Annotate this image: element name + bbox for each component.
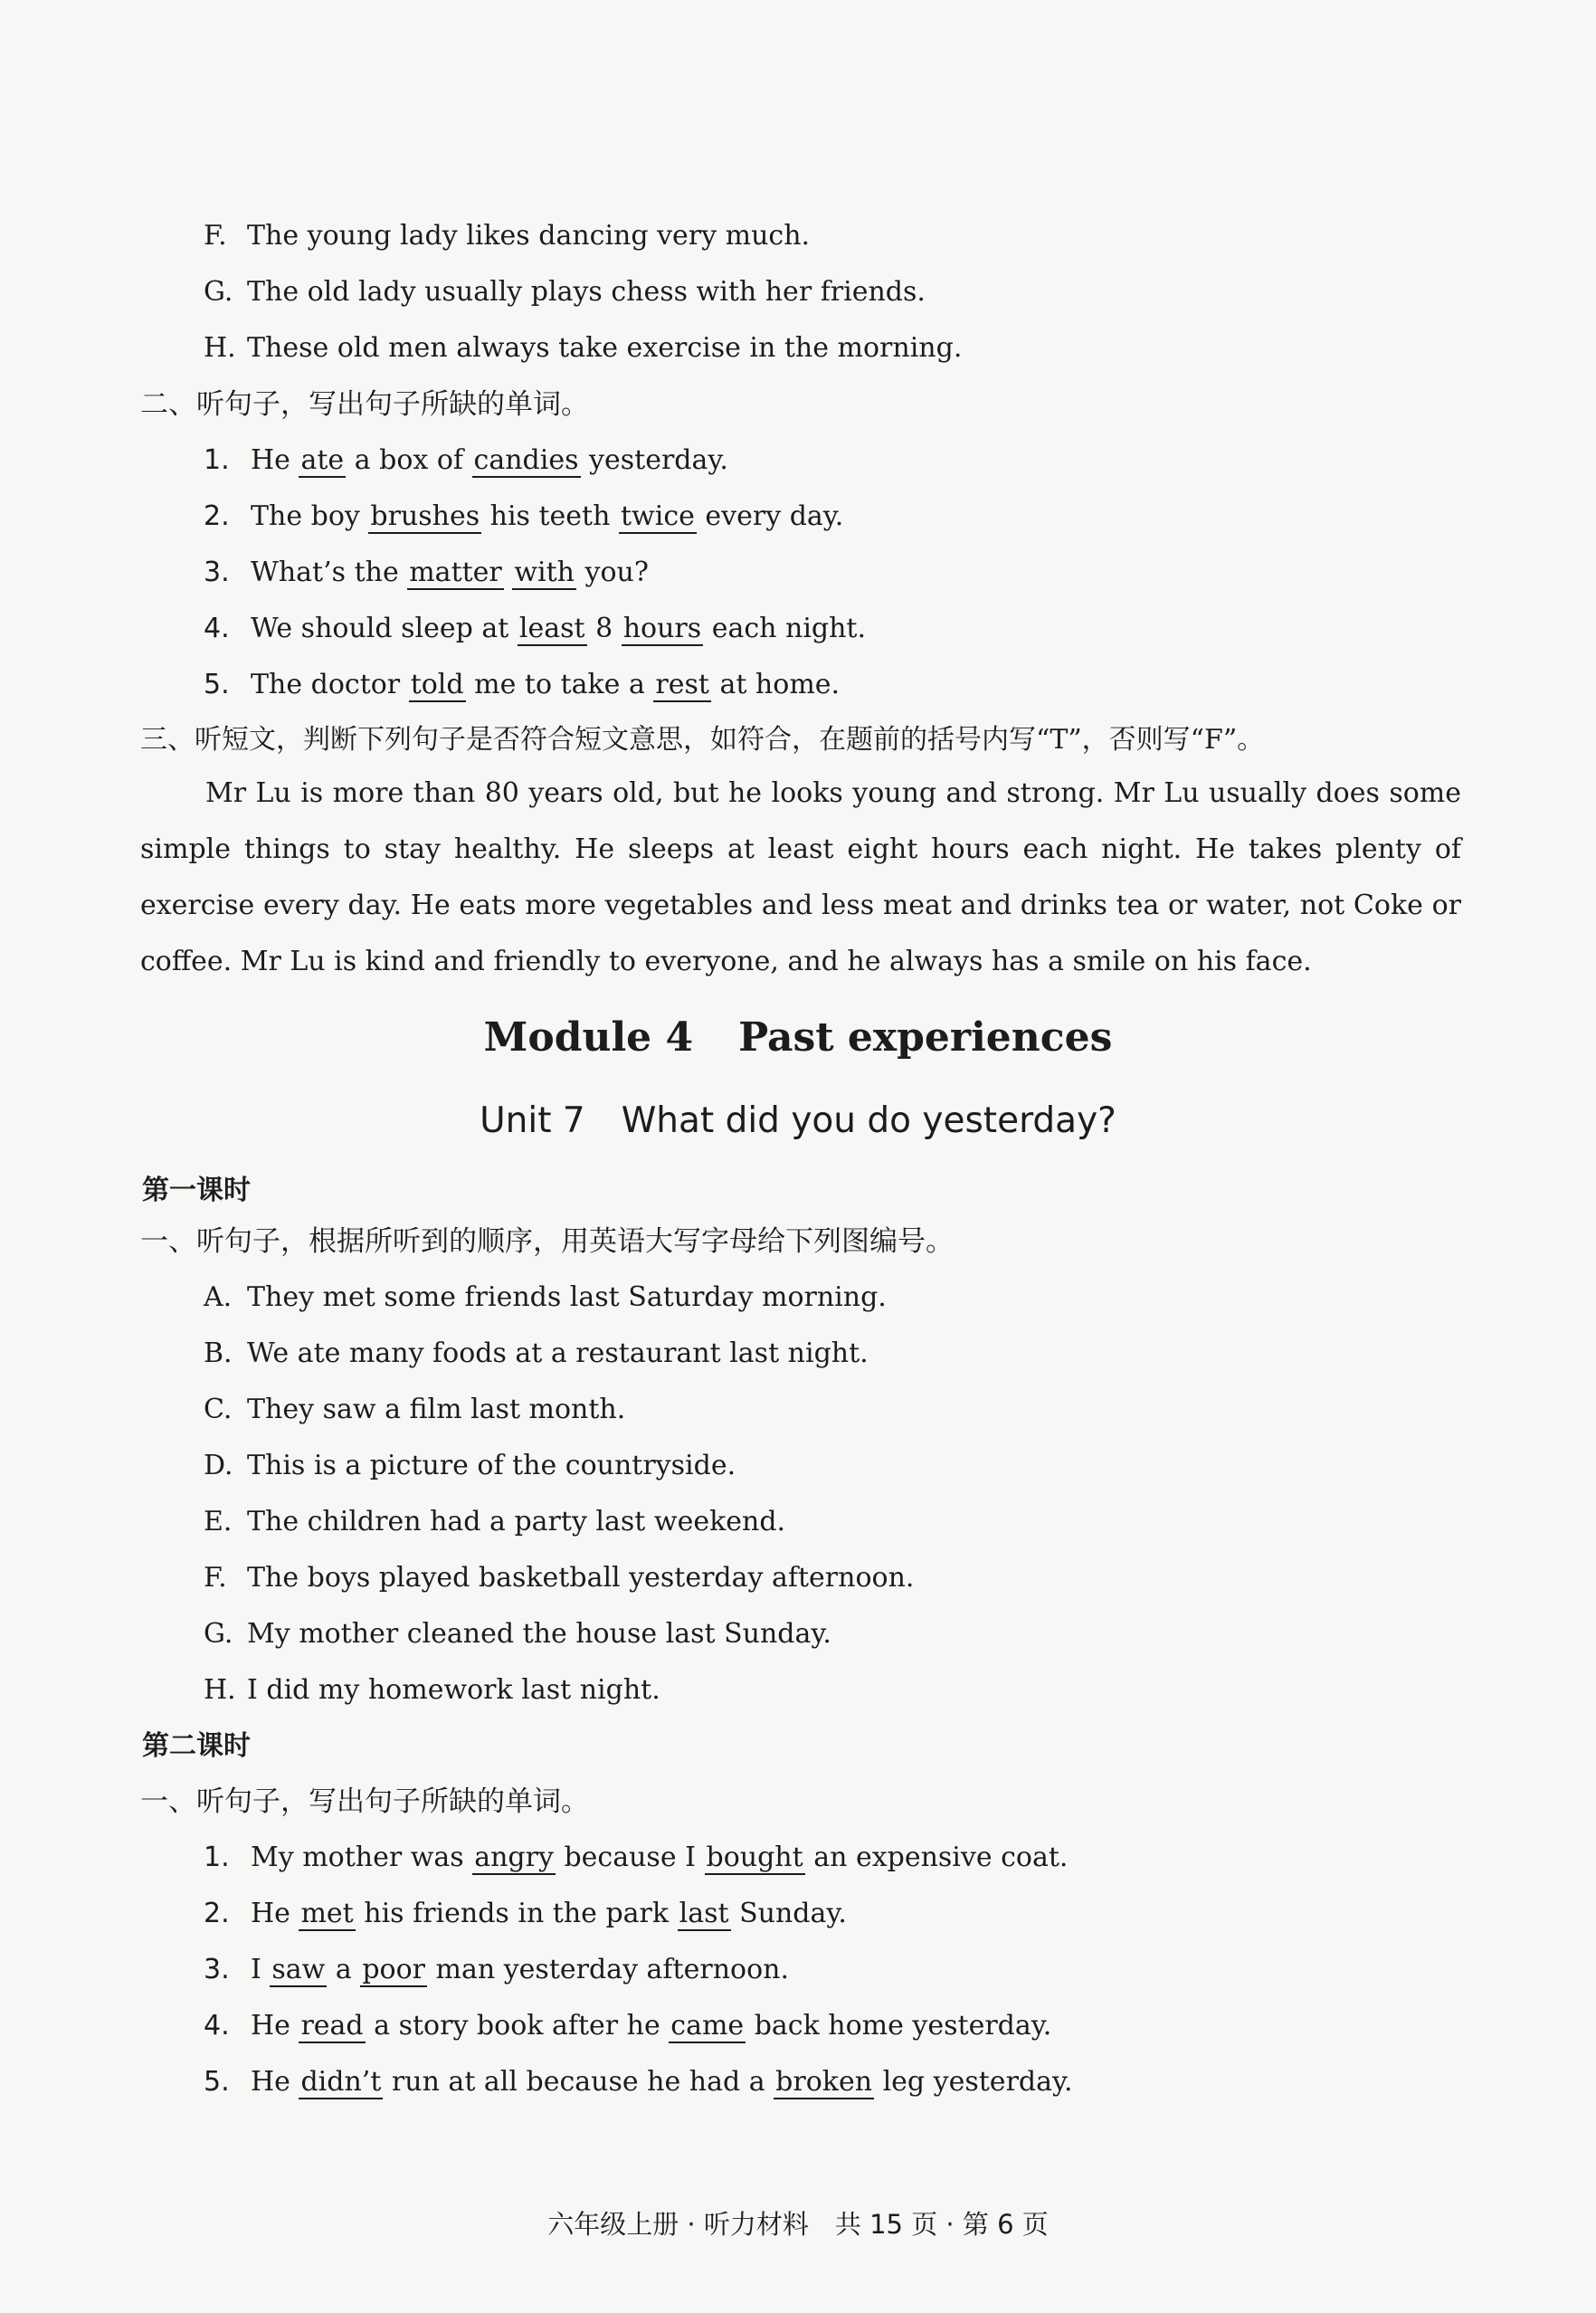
listening-passage: Mr Lu is more than 80 years old, but he looks young and strong. Mr Lu usually does some simple things to stay healthy. He sleeps at least eight hours each night. He takes plenty of exercise every day. He eats more vegetables and less meat and drinks tea or water, not Coke or coffee. Mr Lu is kind and friendly to everyone, and he always has a smile on his face.: [140, 777, 1461, 977]
list-item: C. They saw a film last month.: [204, 1394, 626, 1425]
lesson-title: 第一课时: [142, 1175, 251, 1206]
list-item: 4. We should sleep at least 8 hours each night.: [204, 613, 867, 644]
unit-title: Unit 7 What did you do yesterday?: [480, 1100, 1116, 1141]
answer-word: bought: [706, 1842, 803, 1873]
answer-word: read: [300, 2010, 364, 2042]
answer-word: met: [300, 1898, 354, 1929]
answer-word: ate: [300, 444, 345, 476]
list-item: B. We ate many foods at a restaurant last night.: [204, 1337, 869, 1369]
section-heading: 二、听句子，写出句子所缺的单词。: [140, 388, 589, 421]
list-item: 3. What’s the matter with you?: [204, 557, 649, 588]
answer-word: candies: [473, 444, 579, 476]
answer-word: hours: [622, 613, 702, 644]
list-item: 5. He didn’t run at all because he had a broken leg yesterday.: [204, 2066, 1073, 2098]
answer-word: brushes: [370, 500, 480, 532]
answer-word: didn’t: [300, 2066, 382, 2098]
answer-word: with: [514, 557, 575, 588]
answer-word: angry: [474, 1842, 554, 1873]
answer-word: broken: [775, 2066, 873, 2098]
answer-word: poor: [362, 1954, 425, 1985]
list-item: 4. He read a story book after he came back home yesterday.: [204, 2010, 1052, 2042]
list-item: 3. I saw a poor man yesterday afternoon.: [204, 1954, 789, 1985]
list-item: D. This is a picture of the countryside.: [204, 1450, 736, 1481]
answer-word: matter: [409, 557, 502, 588]
answer-word: twice: [620, 500, 695, 532]
list-item: G. The old lady usually plays chess with her friends.: [204, 276, 926, 308]
page-footer: 六年级上册 · 听力材料 共 15 页 · 第 6 页: [547, 2209, 1049, 2240]
list-item: G. My mother cleaned the house last Sunday.: [204, 1618, 831, 1650]
answer-word: last: [679, 1898, 729, 1929]
list-item: F. The boys played basketball yesterday afternoon.: [204, 1562, 915, 1594]
list-item: 1. He ate a box of candies yesterday.: [204, 444, 728, 476]
list-item: H. These old men always take exercise in the morning.: [204, 332, 963, 364]
section-heading: 一、听句子，写出句子所缺的单词。: [140, 1785, 589, 1818]
list-item: 5. The doctor told me to take a rest at home.: [204, 669, 841, 700]
answer-word: rest: [655, 669, 709, 700]
list-item: 1. My mother was angry because I bought an expensive coat.: [204, 1842, 1069, 1873]
lesson-title: 第二课时: [142, 1730, 251, 1762]
answer-word: least: [518, 613, 585, 644]
list-item: 2. The boy brushes his teeth twice every day.: [204, 500, 844, 532]
module-title: Module 4 Past experiences: [483, 1014, 1113, 1061]
section-heading: 三、听短文，判断下列句子是否符合短文意思，如符合，在题前的括号内写“T”，否则写“F”。: [140, 724, 1265, 756]
answer-word: came: [670, 2010, 745, 2042]
list-item: H. I did my homework last night.: [204, 1674, 660, 1706]
list-item: F. The young lady likes dancing very much.: [204, 220, 811, 252]
answer-word: told: [410, 669, 464, 700]
section-heading: 一、听句子，根据所听到的顺序，用英语大写字母给下列图编号。: [140, 1225, 954, 1258]
list-item: A. They met some friends last Saturday morning.: [204, 1281, 887, 1313]
list-item: 2. He met his friends in the park last Sunday.: [204, 1898, 847, 1929]
answer-word: saw: [271, 1954, 326, 1985]
list-item: E. The children had a party last weekend.: [204, 1506, 786, 1537]
